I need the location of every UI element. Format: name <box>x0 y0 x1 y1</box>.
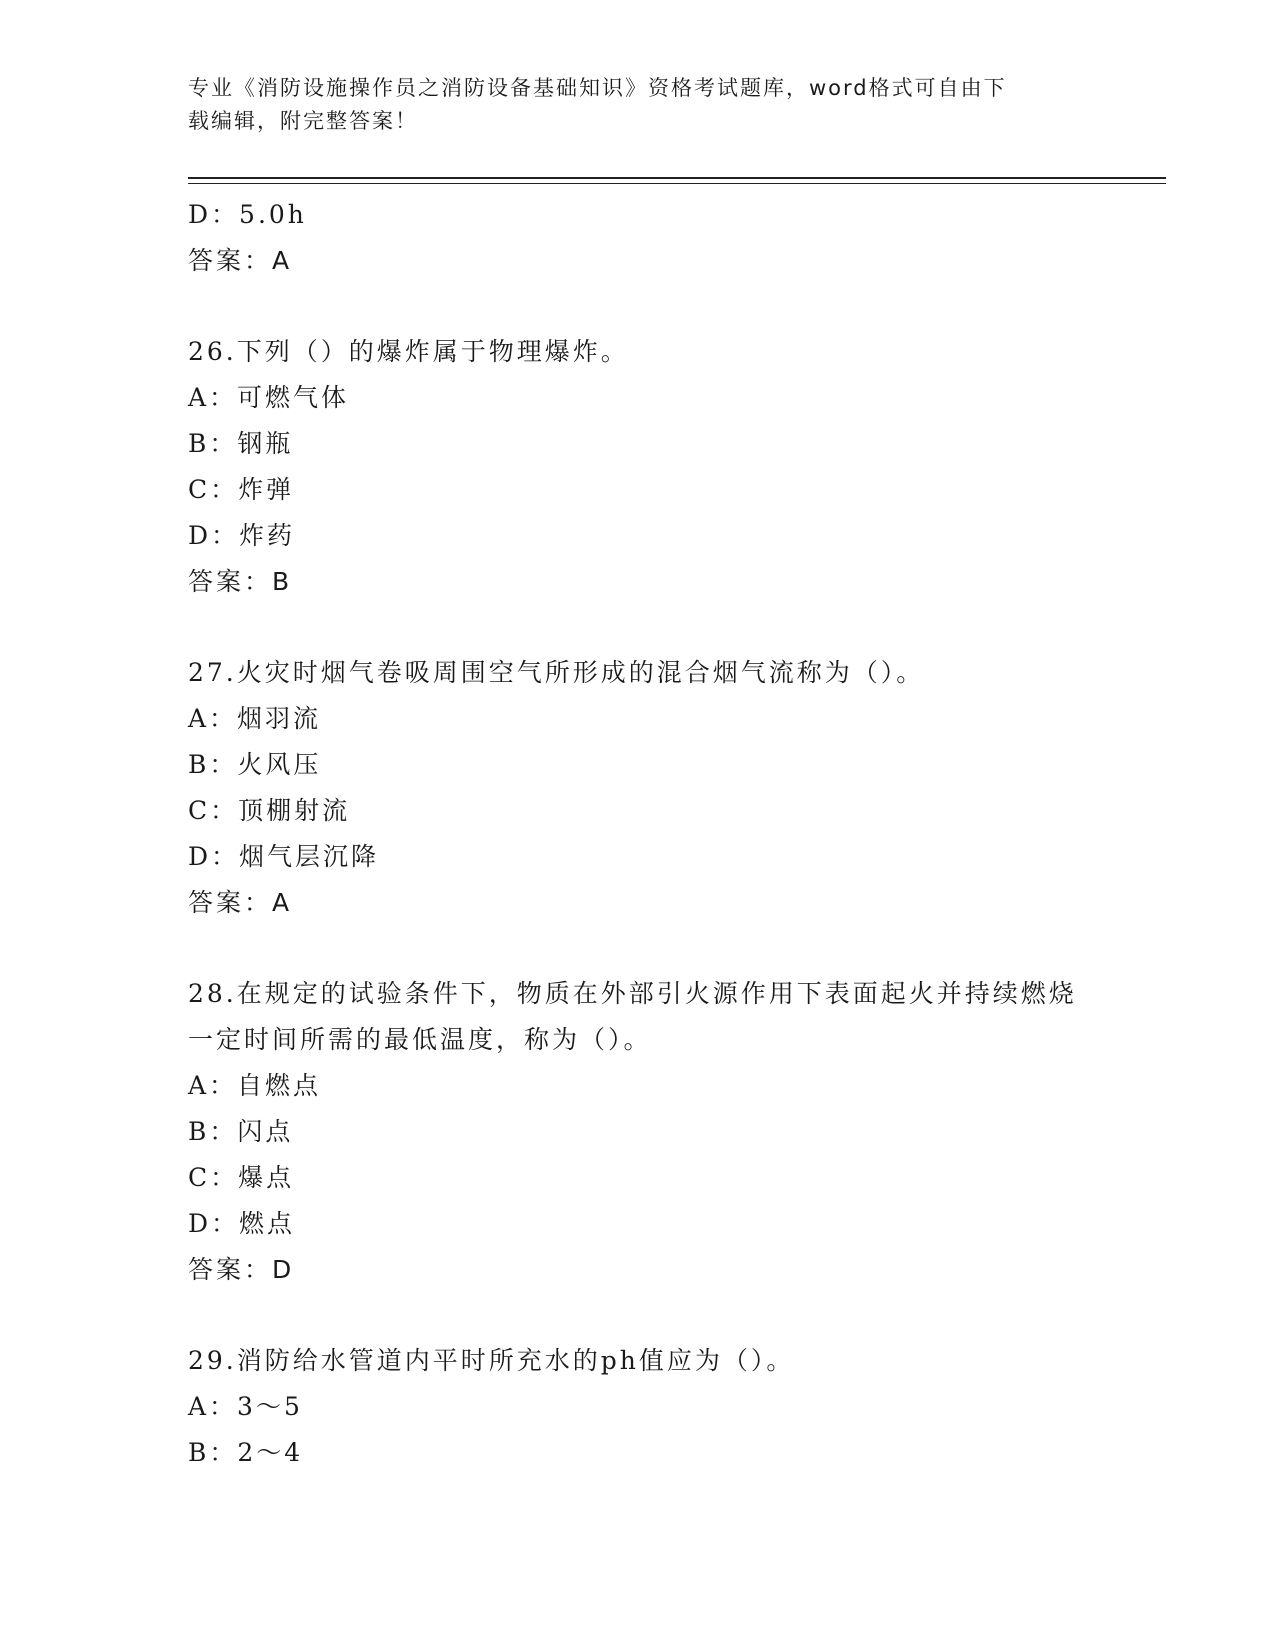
option-d: D：5.0h <box>188 200 307 229</box>
document-header <box>188 72 1078 138</box>
question-29 <box>188 1338 1088 1476</box>
question-stem: 29.消防给水管道内平时所充水的ph值应为（）。 <box>188 1346 795 1375</box>
question-28 <box>188 971 1088 1293</box>
option-d: D：燃点 <box>188 1209 296 1238</box>
answer-line: 答案：A <box>188 246 293 275</box>
option-d: D：烟气层沉降 <box>188 842 380 871</box>
answer-line: 答案：D <box>188 1255 295 1284</box>
option-b: B：火风压 <box>188 750 322 779</box>
option-a: A：可燃气体 <box>188 383 350 412</box>
header-line-2: 载编辑，附完整答案！ <box>188 109 418 133</box>
answer-line: 答案：A <box>188 888 293 917</box>
option-d: D：炸药 <box>188 521 296 550</box>
option-a: A：3～5 <box>188 1392 303 1421</box>
option-b: B：2～4 <box>188 1438 304 1467</box>
question-stem: 26.下列（）的爆炸属于物理爆炸。 <box>188 337 629 366</box>
option-b: B：闪点 <box>188 1117 294 1146</box>
option-a: A：烟羽流 <box>188 704 322 733</box>
question-stem: 28.在规定的试验条件下，物质在外部引火源作用下表面起火并持续燃烧一定时间所需的最低温度，称为（）。 <box>188 979 1077 1054</box>
option-c: C：顶棚射流 <box>188 796 351 825</box>
question-26 <box>188 329 1088 605</box>
answer-line: 答案：B <box>188 567 293 596</box>
option-b: B：钢瓶 <box>188 429 294 458</box>
option-c: C：炸弹 <box>188 475 295 504</box>
header-divider-thick <box>188 177 1166 179</box>
question-stem: 27.火灾时烟气卷吸周围空气所形成的混合烟气流称为（）。 <box>188 658 925 687</box>
option-a: A：自燃点 <box>188 1071 322 1100</box>
header-divider-thin <box>188 183 1166 184</box>
question-list <box>188 192 1088 1476</box>
previous-question-tail <box>188 192 1088 284</box>
option-c: C：爆点 <box>188 1163 295 1192</box>
header-line-1: 专业《消防设施操作员之消防设备基础知识》资格考试题库，word格式可自由下 <box>188 76 1007 100</box>
question-27 <box>188 650 1088 926</box>
